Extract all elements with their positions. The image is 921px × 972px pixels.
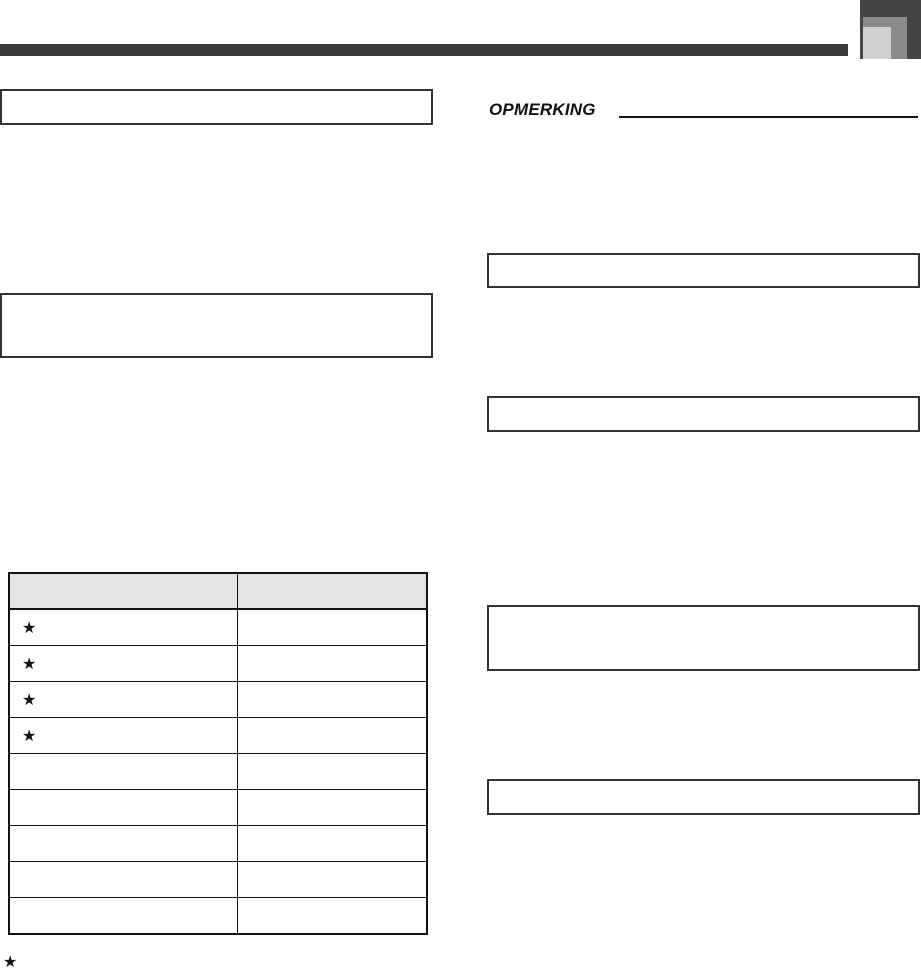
table-row (9, 826, 427, 862)
table-cell-value (237, 754, 427, 790)
table-cell-value (237, 682, 427, 718)
table-cell-marker (9, 790, 237, 826)
table-cell-value (237, 898, 427, 935)
table-row (9, 862, 427, 898)
note-heading: OPMERKING (489, 100, 596, 119)
table-header-cell-1 (9, 573, 237, 609)
table-cell-marker: ★ (9, 718, 237, 754)
right-heading-box-2 (487, 396, 920, 432)
table-cell-value (237, 790, 427, 826)
right-heading-box-1 (487, 253, 920, 288)
table-header-cell-2 (237, 573, 427, 609)
settings-table (8, 572, 428, 935)
chapter-tab (860, 0, 921, 59)
table-cell-value (237, 862, 427, 898)
table-cell-value (237, 718, 427, 754)
table-row (9, 682, 427, 718)
table-row (9, 718, 427, 754)
chapter-tab-light-square (863, 27, 891, 59)
table-row (9, 609, 427, 646)
header-rule (0, 44, 848, 56)
note-heading-rule (619, 116, 918, 118)
table-cell-marker: ★ (9, 609, 237, 646)
table-row (9, 646, 427, 682)
table-row (9, 754, 427, 790)
table-cell-marker (9, 862, 237, 898)
table-cell-value (237, 609, 427, 646)
table-cell-marker (9, 754, 237, 790)
left-heading-box-1 (0, 89, 433, 125)
left-heading-box-2 (0, 293, 433, 358)
table-header-row (9, 573, 427, 609)
table-cell-marker: ★ (9, 646, 237, 682)
table-row (9, 898, 427, 935)
right-heading-box-4 (487, 779, 920, 815)
table-cell-marker: ★ (9, 682, 237, 718)
table-cell-value (237, 646, 427, 682)
table-cell-marker (9, 898, 237, 935)
footnote-star-icon: ★ (3, 954, 18, 971)
table-cell-marker (9, 826, 237, 862)
table-cell-value (237, 826, 427, 862)
table-row (9, 790, 427, 826)
right-heading-box-3 (487, 605, 920, 671)
